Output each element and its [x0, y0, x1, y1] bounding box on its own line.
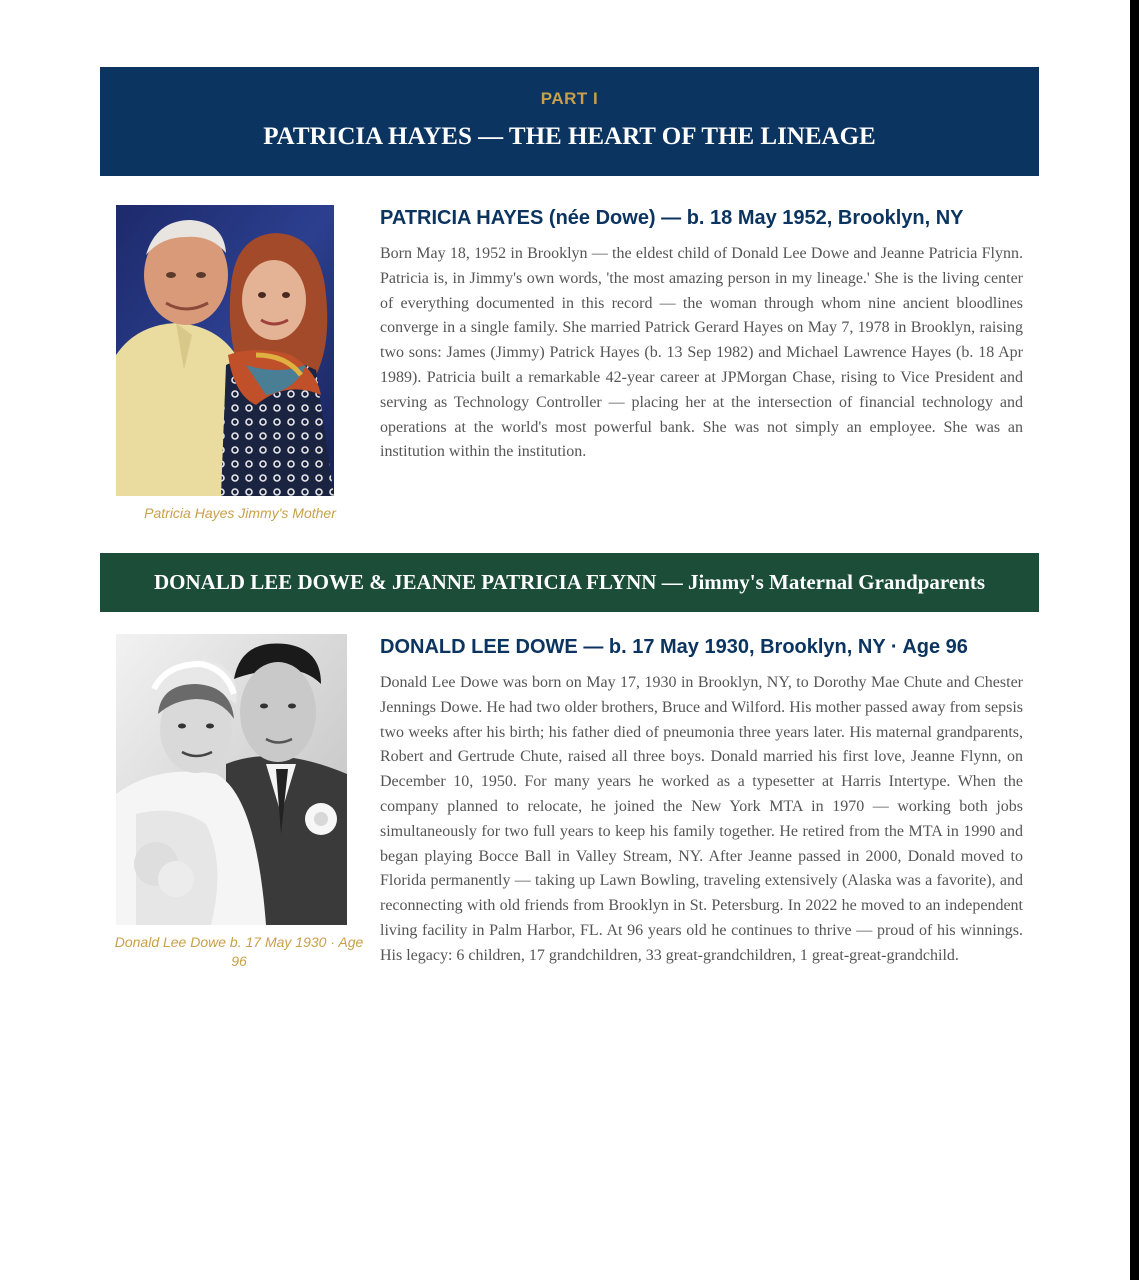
section-title: DONALD LEE DOWE & JEANNE PATRICIA FLYNN — Jimmy's Maternal Grandparents [153, 570, 986, 594]
part-label: PART I [540, 89, 599, 108]
part-banner [100, 67, 1039, 176]
patricia-heading: PATRICIA HAYES (née Dowe) — b. 18 May 1952, Brooklyn, NY [380, 207, 964, 229]
patricia-photo-image [116, 205, 334, 496]
section-banner [100, 553, 1039, 612]
wedding-photo-image [116, 634, 347, 925]
donald-photo-caption: Donald Lee Dowe b. 17 May 1930 · Age 96 [114, 934, 364, 969]
patricia-bio: Born May 18, 1952 in Brooklyn — the eldest child of Donald Lee Dowe and Jeanne Patricia Flynn. Patricia is, in Jimmy's own words, 'the most amazing person in my lineage.' She is the living center of everything documented in this record — the woman through whom nine ancient bloodlines converge in a single family. She married Patrick Gerard Hayes on May 7, 1978 in Brooklyn, raising two sons: James (Jimmy) Patrick Hayes (b. 13 Sep 1982) and Michael Lawrence Hayes (b. 18 Apr 1989). Patricia built a remarkable 42-year career at JPMorgan Chase, rising to Vice President and serving as Technology Controller — placing her at the intersection of financial technology and operations at the world's most powerful bank. She was not simply an employee. She was an institution within the institution. [380, 245, 1023, 461]
part-title: PATRICIA HAYES — THE HEART OF THE LINEAGE [263, 123, 876, 150]
donald-bio: Donald Lee Dowe was born on May 17, 1930 in Brooklyn, NY, to Dorothy Mae Chute and Chester Jennings Dowe. He had two older brothers, Bruce and Wilford. His mother passed away from sepsis two weeks after his birth; his father died of pneumonia three years later. His maternal grandparents, Robert and Gertrude Chute, raised all three boys. Donald married his first love, Jeanne Flynn, on December 10, 1950. For many years he worked as a typesetter at Harris Intertype. When the company planned to relocate, he joined the New York MTA in 1970 — working both jobs simultaneously for two full years to keep his family together. He retired from the MTA in 1990 and began playing Bocce Ball in Valley Stream, NY. After Jeanne passed in 2000, Donald moved to Florida permanently — taking up Lawn Bowling, traveling extensively (Alaska was a favorite), and reconnecting with old friends from Brooklyn in St. Petersburg. In 2022 he moved to an independent living facility in Palm Harbor, FL. At 96 years old he continues to thrive — proud of his winnings. His legacy: 6 children, 17 grandchildren, 33 great-grandchildren, 1 great-great-grandchild. [380, 674, 1023, 964]
patricia-photo [116, 205, 334, 496]
donald-heading: DONALD LEE DOWE — b. 17 May 1930, Brooklyn, NY · Age 96 [380, 636, 968, 658]
patricia-photo-caption: Patricia Hayes Jimmy's Mother [144, 505, 336, 521]
donald-jeanne-wedding-photo [116, 634, 347, 925]
